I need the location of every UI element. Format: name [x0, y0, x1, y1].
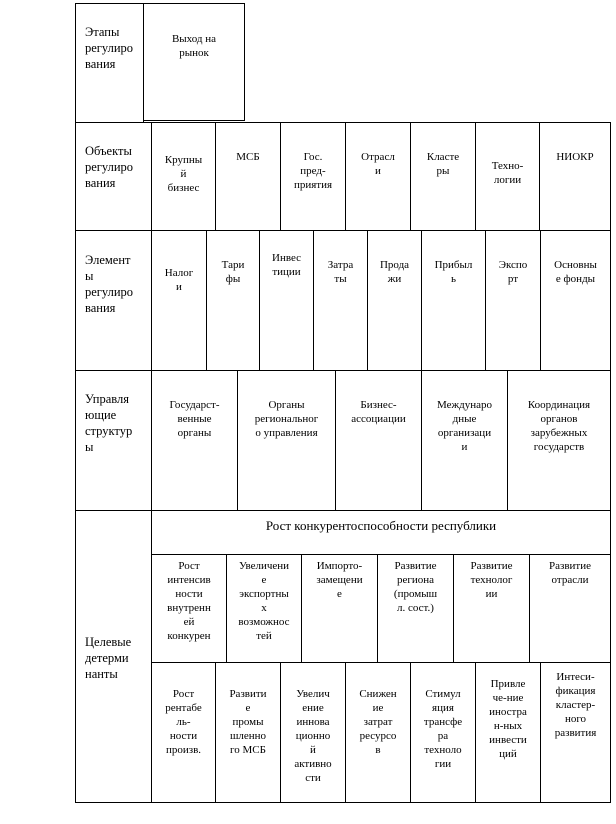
structures-label: Управля ющие структур ы — [75, 370, 152, 511]
target-innovation-activity: Увелич ение иннова ционно й активно сти — [280, 662, 346, 803]
structure-foreign-coordination: Координация органов зарубежных государств — [507, 370, 611, 511]
element-taxes: Налог и — [151, 230, 207, 371]
target-export-opportunities: Увеличени е экспортны х возможнос тей — [226, 554, 302, 663]
object-technologies: Техно- логии — [475, 122, 540, 231]
target-industry-development: Развитие отрасли — [529, 554, 611, 663]
object-industries: Отрасл и — [345, 122, 411, 231]
elements-label: Элемент ы регулиро вания — [75, 230, 152, 371]
structure-state-bodies: Государст- венные органы — [151, 370, 238, 511]
targets-header: Рост конкурентоспособности республики — [151, 510, 611, 555]
stage-market-entry: Выход на рынок — [143, 3, 245, 121]
element-export: Экспо рт — [485, 230, 541, 371]
structure-regional-bodies: Органы региональног о управления — [237, 370, 336, 511]
target-regional-development: Развитие региона (промыш л. сост.) — [377, 554, 454, 663]
target-internal-competition: Рост интенсив ности внутренн ей конкурен — [151, 554, 227, 663]
element-profit: Прибыл ь — [421, 230, 486, 371]
stages-label: Этапы регулиро вания — [75, 3, 144, 123]
element-tariffs: Тари фы — [206, 230, 260, 371]
element-fixed-assets: Основны е фонды — [540, 230, 611, 371]
element-sales: Прода жи — [367, 230, 422, 371]
target-resource-cost-reduction: Снижен ие затрат ресурсо в — [345, 662, 411, 803]
object-clusters: Класте ры — [410, 122, 476, 231]
target-cluster-intensification: Интеси- фикация кластер- ного развития — [540, 662, 611, 803]
target-industrial-sme: Развити е промы шленно го МСБ — [215, 662, 281, 803]
targets-label: Целевые детерми нанты — [75, 510, 152, 803]
object-state-enterprises: Гос. пред- приятия — [280, 122, 346, 231]
target-technology-transfer: Стимул яция трансфе ра техноло гии — [410, 662, 476, 803]
object-sme: МСБ — [215, 122, 281, 231]
element-costs: Затра ты — [313, 230, 368, 371]
target-technology-development: Развитие технолог ии — [453, 554, 530, 663]
structure-international-orgs: Междунаро дные организаци и — [421, 370, 508, 511]
element-investments: Инвес тиции — [259, 230, 314, 371]
structure-business-associations: Бизнес- ассоциации — [335, 370, 422, 511]
objects-label: Объекты регулиро вания — [75, 122, 152, 231]
object-large-business: Крупны й бизнес — [151, 122, 216, 231]
target-import-substitution: Импорто- замещени е — [301, 554, 378, 663]
target-profitability: Рост рентабе ль- ности произв. — [151, 662, 216, 803]
target-foreign-investment: Привле че-ние иностра н-ных инвести ций — [475, 662, 541, 803]
object-rnd: НИОКР — [539, 122, 611, 231]
